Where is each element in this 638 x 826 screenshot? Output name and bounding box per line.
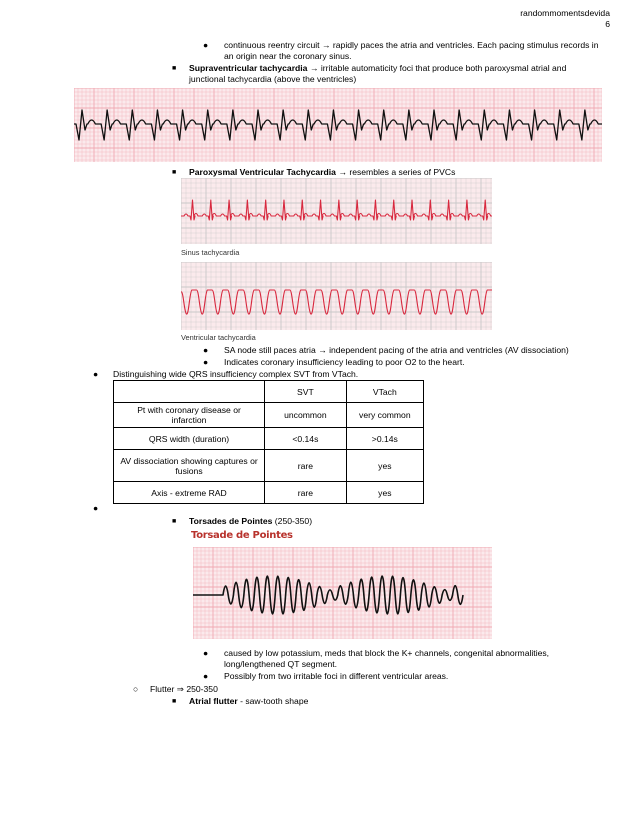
pvt-desc: → resembles a series of PVCs	[335, 167, 456, 177]
bullet-icon: ●	[203, 648, 209, 658]
caused-by-text-cont: long/lengthened QT segment.	[224, 659, 338, 669]
vtach-caption: Ventricular tachycardia	[181, 333, 256, 342]
table-row	[114, 450, 424, 482]
atrial-flutter-term: Atrial flutter	[189, 696, 238, 706]
svt-line	[189, 63, 566, 74]
vtach-strip	[181, 262, 492, 330]
tdp-rate: (250-350)	[272, 516, 313, 526]
table-row	[114, 482, 424, 504]
tdp-line	[189, 516, 312, 527]
pvt-line	[189, 167, 455, 178]
table-cell: QRS width (duration)	[114, 428, 265, 450]
table-header-cell: SVT	[265, 381, 347, 403]
tdp-strip-title: Torsade de Pointes	[191, 530, 293, 541]
table-cell: >0.14s	[346, 428, 423, 450]
svt-line-cont: junctional tachycardia (above the ventricles)	[189, 74, 357, 84]
table-cell: <0.14s	[265, 428, 347, 450]
bullet-icon: ●	[203, 345, 209, 355]
table-cell: Pt with coronary disease or infarction	[114, 403, 265, 428]
page-header	[520, 8, 610, 30]
reentry-text: continuous reentry circuit → rapidly paces the atria and ventricles. Each pacing stimulus records in	[224, 40, 599, 50]
table-cell: rare	[265, 482, 347, 504]
sinus-caption: Sinus tachycardia	[181, 248, 240, 257]
table-row	[114, 403, 424, 428]
table-cell: yes	[346, 450, 423, 482]
tdp-svg	[193, 547, 492, 639]
coronary-text: Indicates coronary insufficiency leading to poor O2 to the heart.	[224, 357, 465, 367]
bullet-icon: ●	[203, 671, 209, 681]
possibly-text: Possibly from two irritable foci in different ventricular areas.	[224, 671, 449, 681]
caused-by-text: caused by low potassium, meds that block the K+ channels, congenital abnormalities,	[224, 648, 550, 658]
flutter-text: Flutter ⇒ 250-350	[150, 684, 218, 694]
bullet-icon: ●	[93, 369, 99, 379]
hollow-bullet-icon: ○	[133, 684, 139, 694]
square-bullet-icon: ■	[172, 518, 177, 525]
svt-ecg-strip	[74, 88, 602, 162]
table-cell: uncommon	[265, 403, 347, 428]
table-row	[114, 428, 424, 450]
author-name: randommomentsdevida	[520, 8, 610, 18]
pvt-term: Paroxysmal Ventricular Tachycardia	[189, 167, 336, 177]
bullet-icon: ●	[203, 357, 209, 367]
sinus-tachy-svg	[181, 178, 492, 244]
svt-desc: → irritable automaticity foci that produce both paroxysmal atrial and	[307, 63, 567, 73]
sa-node-text: SA node still paces atria → independent pacing of the atria and ventricles (AV dissociation)	[224, 345, 569, 355]
svt-ecg-svg	[74, 88, 602, 162]
table-cell: Axis - extreme RAD	[114, 482, 265, 504]
atrial-flutter-line	[189, 696, 308, 707]
page-number: 6	[605, 19, 610, 29]
svt-term: Supraventricular tachycardia	[189, 63, 308, 73]
square-bullet-icon: ■	[172, 698, 177, 705]
tdp-term: Torsades de Pointes	[189, 516, 273, 526]
table-header-row	[114, 381, 424, 403]
table-header-cell	[114, 381, 265, 403]
bullet-icon: ●	[203, 40, 209, 50]
table-cell: very common	[346, 403, 423, 428]
table-cell: rare	[265, 450, 347, 482]
reentry-text-cont: an origin near the coronary sinus.	[224, 51, 352, 61]
svt-vtach-table	[113, 380, 424, 504]
vtach-svg	[181, 262, 492, 330]
square-bullet-icon: ■	[172, 65, 177, 72]
tdp-strip	[193, 547, 492, 639]
distinguish-text: Distinguishing wide QRS insufficiency complex SVT from VTach.	[113, 369, 359, 379]
sinus-tachy-strip	[181, 178, 492, 244]
table-cell: AV dissociation showing captures or fusions	[114, 450, 265, 482]
square-bullet-icon: ■	[172, 169, 177, 176]
bullet-icon: ●	[93, 503, 99, 513]
atrial-flutter-desc: - saw-tooth shape	[237, 696, 309, 706]
table-cell: yes	[346, 482, 423, 504]
table-header-cell: VTach	[346, 381, 423, 403]
